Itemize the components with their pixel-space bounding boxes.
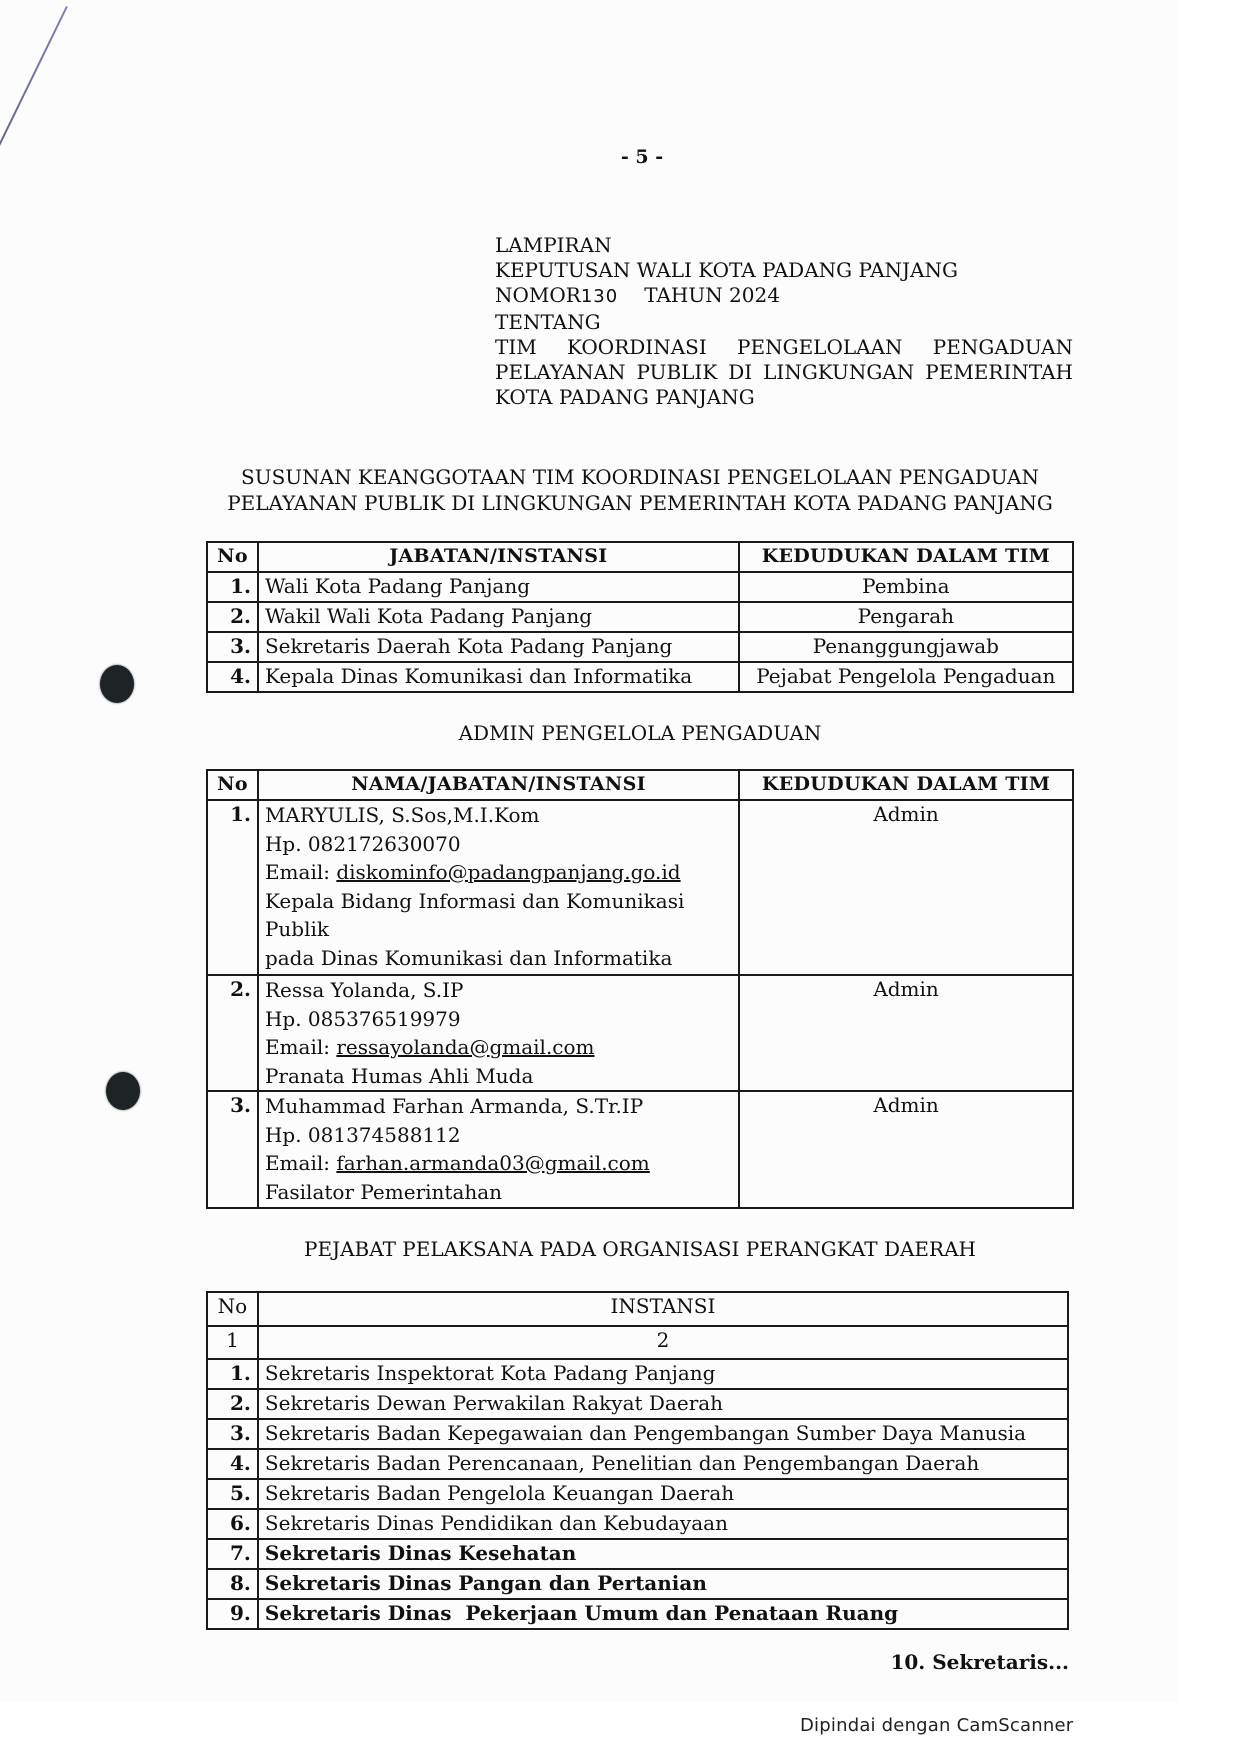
admin-position: Pranata Humas Ahli Muda xyxy=(264,1063,534,1088)
subject-line: KOTA PADANG PANJANG xyxy=(495,385,755,410)
header-kedudukan: KEDUDUKAN DALAM TIM xyxy=(739,542,1073,572)
row-no: 4. xyxy=(207,662,258,692)
row-no: 1. xyxy=(207,1359,258,1389)
row-instansi: Sekretaris Dinas Pekerjaan Umum dan Penataan Ruang xyxy=(258,1599,1068,1629)
admin-position: pada Dinas Komunikasi dan Informatika xyxy=(264,945,673,970)
row-instansi: Sekretaris Inspektorat Kota Padang Panjang xyxy=(258,1359,1068,1389)
column-number-row xyxy=(207,1326,1068,1359)
row-no: 2. xyxy=(207,975,258,1091)
table-row xyxy=(207,1419,1068,1449)
row-instansi: Sekretaris Badan Kepegawaian dan Pengembangan Sumber Daya Manusia xyxy=(258,1419,1068,1449)
admin-table xyxy=(206,769,1074,1209)
row-jabatan: Wali Kota Padang Panjang xyxy=(258,572,739,602)
row-no: 2. xyxy=(207,1389,258,1419)
section1-title-line: SUSUNAN KEANGGOTAAN TIM KOORDINASI PENGELOLAAN PENGADUAN xyxy=(241,465,1039,489)
page-number: - 5 - xyxy=(620,146,664,168)
decree-title: KEPUTUSAN WALI KOTA PADANG PANJANG xyxy=(495,258,958,283)
admin-details xyxy=(258,1091,739,1208)
admin-email-line xyxy=(265,1149,732,1178)
table-row xyxy=(207,632,1073,662)
column-number: 1 xyxy=(207,1326,258,1359)
pejabat-table xyxy=(206,1291,1069,1630)
row-instansi: Sekretaris Badan Perencanaan, Penelitian dan Pengembangan Daerah xyxy=(258,1449,1068,1479)
admin-name: Ressa Yolanda, S.IP xyxy=(264,978,464,1002)
row-instansi: Sekretaris Dewan Perwakilan Rakyat Daerah xyxy=(258,1389,1068,1419)
row-no: 1. xyxy=(207,800,258,975)
table-row xyxy=(207,572,1073,602)
row-no: 1. xyxy=(207,572,258,602)
row-no: 3. xyxy=(207,1419,258,1449)
admin-email-link[interactable]: ressayolanda@gmail.com xyxy=(336,1035,595,1059)
section1-title xyxy=(206,464,1074,516)
row-jabatan: Kepala Dinas Komunikasi dan Informatika xyxy=(258,662,739,692)
header-no: No xyxy=(207,1292,258,1326)
subject-line: PELAYANAN PUBLIK DI LINGKUNGAN PEMERINTAH xyxy=(495,360,1073,385)
row-no: 2. xyxy=(207,602,258,632)
table-row xyxy=(207,1509,1068,1539)
table-row xyxy=(207,1359,1068,1389)
table-row xyxy=(207,1389,1068,1419)
punch-hole xyxy=(106,1072,140,1110)
row-no: 7. xyxy=(207,1539,258,1569)
row-instansi: Sekretaris Dinas Pangan dan Pertanian xyxy=(258,1569,1068,1599)
row-instansi: Sekretaris Dinas Kesehatan xyxy=(258,1539,1068,1569)
table-row xyxy=(207,975,1073,1091)
row-no: 6. xyxy=(207,1509,258,1539)
table-row xyxy=(207,1091,1073,1208)
table-row xyxy=(207,602,1073,632)
admin-details xyxy=(258,975,739,1091)
column-number: 2 xyxy=(258,1326,1068,1359)
table-row xyxy=(207,662,1073,692)
table-row xyxy=(207,800,1073,975)
header-no: No xyxy=(207,542,258,572)
table-header-row xyxy=(207,542,1073,572)
lampiran-header xyxy=(495,233,1073,410)
row-no: 9. xyxy=(207,1599,258,1629)
admin-position: Fasilator Pemerintahan xyxy=(264,1179,503,1204)
row-no: 3. xyxy=(207,1091,258,1208)
admin-email-link[interactable]: diskominfo@padangpanjang.go.id xyxy=(336,860,681,884)
nomor-handwritten-value: 130 xyxy=(580,286,619,308)
email-label: Email: xyxy=(264,1151,337,1175)
row-kedudukan: Pengarah xyxy=(739,602,1073,632)
row-instansi: Sekretaris Dinas Pendidikan dan Kebudayaan xyxy=(258,1509,1068,1539)
table-row xyxy=(207,1449,1068,1479)
row-no: 4. xyxy=(207,1449,258,1479)
table-row xyxy=(207,1569,1068,1599)
header-kedudukan: KEDUDUKAN DALAM TIM xyxy=(739,770,1073,800)
decree-number xyxy=(495,283,1073,309)
admin-position: Kepala Bidang Informasi dan Komunikasi xyxy=(264,888,685,913)
row-kedudukan: Admin xyxy=(739,800,1073,975)
admin-phone: Hp. 082172630070 xyxy=(264,831,461,856)
header-no: No xyxy=(207,770,258,800)
header-jabatan: JABATAN/INSTANSI xyxy=(258,542,739,572)
row-kedudukan: Admin xyxy=(739,975,1073,1091)
header-instansi: INSTANSI xyxy=(258,1292,1068,1326)
table-row xyxy=(207,1539,1068,1569)
table-row xyxy=(207,1599,1068,1629)
admin-email-line xyxy=(265,1033,732,1062)
section2-title: ADMIN PENGELOLA PENGADUAN xyxy=(458,721,822,745)
row-kedudukan: Admin xyxy=(739,1091,1073,1208)
tentang-label: TENTANG xyxy=(495,309,601,334)
row-no: 5. xyxy=(207,1479,258,1509)
nomor-label: NOMOR xyxy=(495,283,581,308)
row-instansi: Sekretaris Badan Pengelola Keuangan Daerah xyxy=(258,1479,1068,1509)
lampiran-label: LAMPIRAN xyxy=(495,233,612,257)
admin-name: MARYULIS, S.Sos,M.I.Kom xyxy=(264,803,540,827)
punch-hole xyxy=(100,665,134,703)
email-label: Email: xyxy=(264,860,337,884)
row-kedudukan: Pejabat Pengelola Pengaduan xyxy=(739,662,1073,692)
admin-phone: Hp. 081374588112 xyxy=(264,1122,461,1147)
membership-table xyxy=(206,541,1074,693)
row-jabatan: Sekretaris Daerah Kota Padang Panjang xyxy=(258,632,739,662)
section1-title-line: PELAYANAN PUBLIK DI LINGKUNGAN PEMERINTAH KOTA PADANG PANJANG xyxy=(227,491,1053,515)
row-no: 3. xyxy=(207,632,258,662)
row-jabatan: Wakil Wali Kota Padang Panjang xyxy=(258,602,739,632)
admin-phone: Hp. 085376519979 xyxy=(264,1006,461,1031)
admin-details xyxy=(258,800,739,975)
admin-name: Muhammad Farhan Armanda, S.Tr.IP xyxy=(264,1094,644,1118)
camscanner-watermark: Dipindai dengan CamScanner xyxy=(800,1715,1074,1736)
table-header-row xyxy=(207,1292,1068,1326)
section3-title: PEJABAT PELAKSANA PADA ORGANISASI PERANGKAT DAERAH xyxy=(304,1237,976,1261)
admin-email-line xyxy=(265,858,732,887)
row-kedudukan: Pembina xyxy=(739,572,1073,602)
row-kedudukan: Penanggungjawab xyxy=(739,632,1073,662)
admin-email-link[interactable]: farhan.armanda03@gmail.com xyxy=(336,1151,650,1175)
admin-position: Publik xyxy=(264,917,330,941)
subject-line: TIM KOORDINASI PENGELOLAAN PENGADUAN xyxy=(495,334,1073,359)
table-header-row xyxy=(207,770,1073,800)
row-no: 8. xyxy=(207,1569,258,1599)
continuation-marker: 10. Sekretaris... xyxy=(890,1650,1069,1674)
decree-year: TAHUN 2024 xyxy=(644,283,780,308)
email-label: Email: xyxy=(264,1035,337,1059)
table-row xyxy=(207,1479,1068,1509)
header-nama: NAMA/JABATAN/INSTANSI xyxy=(258,770,739,800)
